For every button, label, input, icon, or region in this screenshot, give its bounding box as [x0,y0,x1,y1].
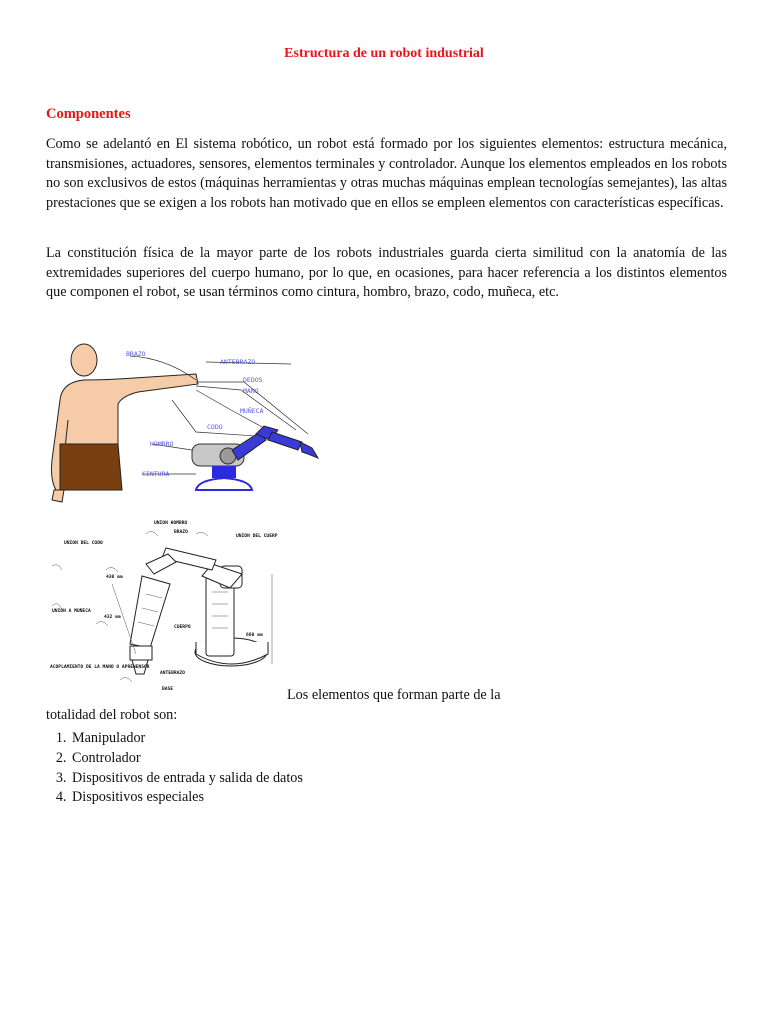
label-cuerpo: CUERPO [174,625,191,630]
label-mano: MANO [243,387,259,395]
label-brazo: BRAZO [126,350,146,358]
list-item: 4. Dispositivos especiales [70,788,303,808]
label-antebrazo: ANTEBRAZO [220,358,256,366]
list-item: 1. Manipulador [70,729,303,749]
label-cintura: CINTURA [142,470,170,478]
label-dim-430: 430 mm [106,575,123,580]
paragraph-1: Como se adelantó en El sistema robótico, un robot está formado por los siguientes elementos: estructura mecánica, transmisiones, actuadores, sensores, elementos terminales y controlador. Aunque los elementos empleados en los robots no son exclusivos de estos (máquinas herramientas y otras muchas máquinas emplean tecnologías semejantes), las altas prestaciones que se exigen a los robots han motivado que en ellos se empleen elementos con características específicas. [46,136,727,211]
list-item: 3. Dispositivos de entrada y salida de datos [70,769,303,789]
label-dedos: DEDOS [243,376,263,384]
robot-technical-drawing [46,514,288,696]
label-antebrazo-drawing: ANTEBRAZO [160,671,185,676]
label-dim-660: 660 mm [246,633,263,638]
list-item: 2. Controlador [70,749,303,769]
label-union-cuerpo: UNION DEL CUERP [236,534,278,539]
label-brazo-drawing: BRAZO [174,530,188,535]
label-hombro: HOMBRO [150,440,174,448]
intro-continued-text: totalidad del robot son: [46,707,178,723]
label-muneca: MUÑECA [240,407,264,415]
label-union-codo: UNION DEL CODO [64,541,103,546]
label-base: BASE [162,687,174,692]
label-dim-432: 432 mm [104,615,121,620]
label-union-hombro: UNION HOMBRO [154,521,188,526]
components-list [46,729,303,808]
paragraph-2: La constitución física de la mayor parte de los robots industriales guarda cierta similitud con la anatomía de las extremidades superiores del cuerpo humano, por lo que, en ocasiones, para hacer referencia a los distintos elementos que componen el robot, se usan términos como cintura, hombro, brazo, codo, muñeca, etc. [46,245,727,301]
page-title: Estructura de un robot industrial [284,46,484,61]
label-acoplamiento: ACOPLAMIENTO DE LA MANO O APREHENSOR [50,665,150,670]
human-robot-comparison-figure [46,340,334,506]
label-codo: CODO [207,423,223,431]
section-heading: Componentes [46,106,131,122]
label-union-muneca: UNION A MUÑECA [52,609,91,614]
intro-inline-text: Los elementos que forman parte de la [287,687,501,703]
